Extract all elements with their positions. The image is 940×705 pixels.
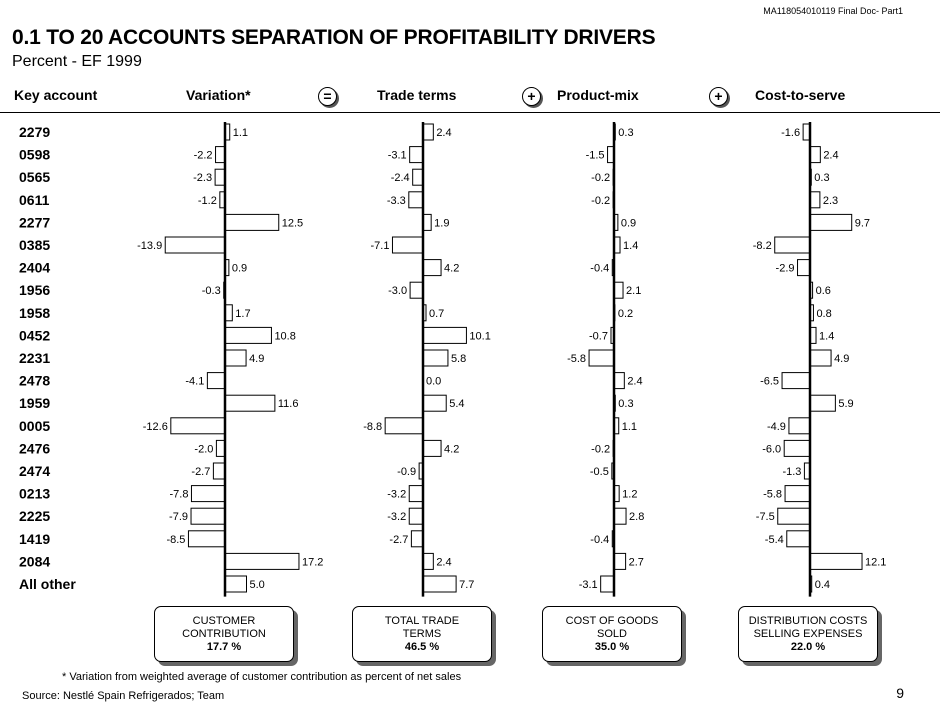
plus-operator-icon: + bbox=[709, 87, 728, 106]
bar bbox=[785, 486, 810, 502]
bar bbox=[409, 486, 423, 502]
bar bbox=[410, 282, 423, 298]
box-label: TERMS bbox=[402, 627, 442, 640]
box-value: 22.0 % bbox=[790, 640, 826, 653]
bar bbox=[413, 169, 423, 185]
data-label: 4.2 bbox=[444, 262, 460, 275]
data-label: -5.8 bbox=[763, 488, 783, 501]
data-label: -7.1 bbox=[370, 240, 390, 252]
data-label: -0.3 bbox=[201, 285, 221, 298]
data-label: -2.0 bbox=[194, 443, 214, 456]
data-label: -4.9 bbox=[766, 420, 786, 433]
bar bbox=[423, 327, 466, 343]
category-label: 0598 bbox=[19, 146, 51, 163]
cost-of-goods-sold-box bbox=[542, 606, 682, 662]
bar bbox=[784, 440, 810, 456]
bar bbox=[601, 576, 614, 592]
data-label: -7.9 bbox=[169, 511, 189, 524]
page-title: 0.1 TO 20 ACCOUNTS SEPARATION OF PROFITABILITY DRIVERS bbox=[12, 26, 656, 49]
bar bbox=[225, 214, 279, 230]
bar bbox=[778, 508, 810, 524]
category-label: 1956 bbox=[19, 282, 51, 299]
page-subtitle: Percent - EF 1999 bbox=[12, 53, 142, 70]
header-product-mix: Product-mix bbox=[557, 87, 639, 103]
category-label: 1958 bbox=[19, 304, 51, 321]
category-label: 0213 bbox=[19, 485, 51, 502]
data-label: 7.7 bbox=[459, 579, 475, 591]
data-label: -2.2 bbox=[193, 149, 213, 162]
data-label: 0.9 bbox=[620, 217, 637, 230]
category-label: 2404 bbox=[19, 259, 51, 276]
bar bbox=[787, 531, 810, 547]
bar bbox=[782, 373, 810, 389]
data-label: -2.9 bbox=[775, 262, 795, 275]
bar bbox=[225, 327, 271, 343]
category-label: 2279 bbox=[19, 124, 51, 140]
data-label: 0.3 bbox=[814, 172, 830, 185]
category-label: 0385 bbox=[19, 237, 51, 253]
bar bbox=[191, 486, 225, 502]
data-label: 5.8 bbox=[450, 353, 467, 365]
box-label: SELLING EXPENSES bbox=[753, 627, 863, 640]
data-label: -7.5 bbox=[755, 511, 775, 524]
data-label: 10.1 bbox=[469, 330, 491, 343]
data-label: -1.5 bbox=[585, 149, 605, 162]
data-label: 0.4 bbox=[814, 579, 831, 591]
data-label: 0.8 bbox=[816, 307, 832, 320]
category-label: 1419 bbox=[19, 530, 51, 547]
bar bbox=[409, 192, 423, 208]
data-label: 0.9 bbox=[231, 262, 248, 275]
bar bbox=[409, 508, 423, 524]
data-label: 2.4 bbox=[627, 375, 643, 388]
header-key-account: Key account bbox=[14, 87, 98, 103]
bar bbox=[392, 237, 423, 253]
data-label: 2.1 bbox=[626, 285, 642, 298]
data-label: -1.2 bbox=[197, 194, 217, 207]
data-label: -0.7 bbox=[589, 330, 608, 343]
equals-operator-icon: = bbox=[318, 87, 337, 106]
bar bbox=[614, 373, 624, 389]
bar bbox=[207, 373, 225, 389]
data-label: -3.3 bbox=[386, 194, 406, 207]
source-note: Source: Nestlé Spain Refrigerados; Team bbox=[22, 690, 225, 702]
total-trade-terms-box bbox=[352, 606, 492, 662]
data-label: 0.0 bbox=[426, 375, 442, 388]
plus-operator-icon: + bbox=[522, 87, 541, 106]
bar bbox=[798, 260, 810, 276]
data-label: -4.1 bbox=[185, 375, 205, 388]
data-label: 1.2 bbox=[622, 488, 638, 501]
bar bbox=[385, 418, 423, 434]
data-label: -3.1 bbox=[387, 149, 407, 162]
bar bbox=[216, 440, 225, 456]
bar bbox=[423, 576, 456, 592]
bar bbox=[589, 350, 614, 366]
data-label: 2.3 bbox=[822, 194, 839, 207]
data-label: 4.2 bbox=[444, 443, 460, 456]
page-number: 9 bbox=[896, 685, 904, 701]
data-label: -3.2 bbox=[387, 488, 407, 501]
data-label: 0.2 bbox=[617, 307, 634, 320]
category-label: 2277 bbox=[19, 214, 51, 231]
data-label: -12.6 bbox=[142, 420, 168, 433]
box-value: 46.5 % bbox=[404, 640, 440, 653]
data-label: -7.8 bbox=[169, 488, 189, 501]
box-label: CONTRIBUTION bbox=[182, 627, 266, 640]
category-label: 0005 bbox=[19, 417, 51, 434]
data-label: 0.6 bbox=[815, 285, 831, 298]
data-label: 1.4 bbox=[623, 240, 639, 252]
bar bbox=[810, 192, 820, 208]
bar bbox=[423, 395, 446, 411]
category-label: 1959 bbox=[19, 395, 51, 412]
bar bbox=[191, 508, 225, 524]
bar bbox=[423, 553, 433, 569]
bar bbox=[225, 395, 275, 411]
category-label: 2476 bbox=[19, 440, 51, 457]
box-label: SOLD bbox=[597, 627, 627, 640]
data-label: 11.6 bbox=[277, 398, 299, 411]
data-label: -2.7 bbox=[389, 533, 409, 546]
data-label: 1.9 bbox=[434, 217, 450, 230]
data-label: -8.2 bbox=[752, 240, 772, 252]
bar bbox=[213, 463, 225, 479]
data-label: 0.3 bbox=[618, 127, 634, 139]
data-label: 2.7 bbox=[628, 556, 644, 569]
data-label: 5.9 bbox=[838, 398, 854, 411]
data-label: 12.1 bbox=[865, 556, 887, 569]
data-label: 12.5 bbox=[281, 217, 304, 230]
data-label: 5.0 bbox=[249, 579, 265, 591]
data-label: 1.4 bbox=[819, 330, 835, 343]
bar bbox=[614, 553, 626, 569]
footnote: * Variation from weighted average of customer contribution as percent of net sales bbox=[62, 671, 462, 683]
bar bbox=[810, 350, 831, 366]
header-trade-terms: Trade terms bbox=[377, 87, 457, 103]
data-label: -6.0 bbox=[762, 443, 782, 456]
bar bbox=[810, 553, 862, 569]
box-value: 35.0 % bbox=[594, 640, 630, 653]
category-label: 2084 bbox=[19, 553, 51, 570]
data-label: -0.2 bbox=[591, 172, 611, 185]
data-label: -0.9 bbox=[397, 466, 417, 478]
category-label: 2225 bbox=[19, 508, 51, 525]
bar bbox=[216, 147, 225, 163]
data-label: 0.7 bbox=[429, 307, 445, 320]
data-label: 0.3 bbox=[618, 398, 634, 411]
bar bbox=[775, 237, 810, 253]
data-label: 4.9 bbox=[834, 353, 850, 365]
category-label: 0611 bbox=[19, 191, 50, 208]
bar bbox=[810, 395, 835, 411]
bar bbox=[810, 147, 820, 163]
bar bbox=[225, 576, 247, 592]
data-label: 5.4 bbox=[449, 398, 465, 411]
bar bbox=[423, 350, 448, 366]
bar bbox=[225, 553, 299, 569]
data-label: -3.0 bbox=[388, 285, 408, 298]
box-label: COST OF GOODS bbox=[565, 614, 659, 627]
bar bbox=[423, 440, 441, 456]
data-label: -2.7 bbox=[191, 466, 211, 478]
bar bbox=[423, 124, 433, 140]
data-label: 4.9 bbox=[249, 353, 265, 365]
data-label: 2.4 bbox=[436, 556, 452, 569]
bar bbox=[188, 531, 225, 547]
category-label: 0565 bbox=[19, 169, 51, 186]
box-label: DISTRIBUTION COSTS bbox=[748, 614, 868, 627]
data-label: -0.4 bbox=[590, 533, 610, 546]
data-label: -1.6 bbox=[781, 127, 801, 139]
data-label: -0.2 bbox=[591, 443, 611, 456]
data-label: -2.4 bbox=[390, 172, 410, 185]
data-label: -8.8 bbox=[363, 420, 383, 433]
box-label: CUSTOMER bbox=[192, 614, 256, 627]
header-cost-to-serve: Cost-to-serve bbox=[755, 87, 846, 103]
category-label: 2231 bbox=[19, 350, 51, 366]
document-id: MA118054010119 Final Doc- Part1 bbox=[763, 6, 903, 16]
data-label: 1.1 bbox=[621, 420, 638, 433]
bar bbox=[411, 531, 423, 547]
category-label: All other bbox=[19, 576, 76, 592]
category-label: 0452 bbox=[19, 327, 51, 344]
bar bbox=[810, 214, 852, 230]
category-label: 2474 bbox=[19, 463, 51, 479]
data-label: 1.7 bbox=[235, 307, 251, 320]
category-label: 2478 bbox=[19, 372, 51, 389]
bar bbox=[171, 418, 225, 434]
data-label: 10.8 bbox=[274, 330, 296, 343]
data-label: -6.5 bbox=[760, 375, 780, 388]
header-variation: Variation* bbox=[186, 87, 251, 103]
data-label: -13.9 bbox=[137, 240, 163, 252]
bar bbox=[789, 418, 810, 434]
data-label: -2.3 bbox=[193, 172, 213, 185]
bar bbox=[614, 282, 623, 298]
box-value: 17.7 % bbox=[206, 640, 242, 653]
data-label: -0.2 bbox=[591, 194, 611, 207]
data-label: -3.2 bbox=[387, 511, 407, 524]
data-label: 2.4 bbox=[823, 149, 839, 162]
data-label: 2.4 bbox=[436, 127, 452, 139]
distribution-costs-box bbox=[738, 606, 878, 662]
bar bbox=[215, 169, 225, 185]
data-label: 1.1 bbox=[232, 127, 249, 139]
data-label: -8.5 bbox=[166, 533, 186, 546]
data-label: -3.1 bbox=[578, 579, 598, 591]
bar bbox=[165, 237, 225, 253]
data-label: 2.8 bbox=[629, 511, 645, 524]
data-label: -0.5 bbox=[589, 466, 609, 478]
bar bbox=[614, 508, 626, 524]
data-label: 17.2 bbox=[301, 556, 324, 569]
data-label: -5.4 bbox=[764, 533, 784, 546]
data-label: -0.4 bbox=[590, 262, 610, 275]
data-label: -5.8 bbox=[567, 353, 587, 365]
bar bbox=[225, 350, 246, 366]
data-label: 9.7 bbox=[854, 217, 871, 230]
data-label: -1.3 bbox=[782, 466, 802, 478]
customer-contribution-box bbox=[154, 606, 294, 662]
box-label: TOTAL TRADE bbox=[384, 614, 460, 627]
bar bbox=[423, 260, 441, 276]
bar bbox=[410, 147, 423, 163]
